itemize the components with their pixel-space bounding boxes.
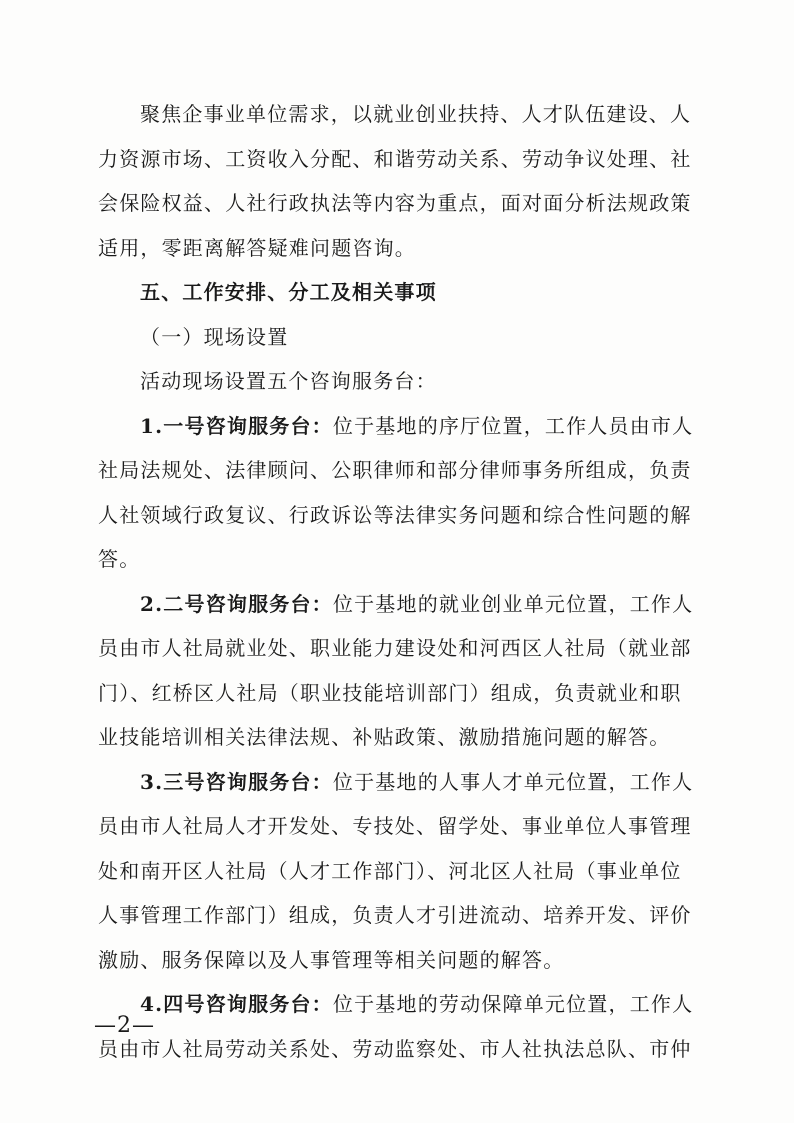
desk-3-text: 位于基地的人事人才单元位置，工作人 bbox=[332, 769, 694, 794]
paragraph-line: 适用，零距离解答疑难问题咨询。 bbox=[98, 235, 416, 260]
paragraph-line: 聚焦企事业单位需求，以就业创业扶持、人才队伍建设、人 bbox=[140, 102, 692, 126]
paragraph-line: 社局法规处、法律顾问、公职律师和部分律师事务所组成，负责 bbox=[98, 458, 692, 482]
desk-4-title: 4.四号咨询服务台： bbox=[140, 992, 333, 1016]
paragraph-line: 力资源市场、工资收入分配、和谐劳动关系、劳动争议处理、社 bbox=[98, 146, 692, 171]
paragraph-line: 员由市人社局就业处、职业能力建设处和河西区人社局（就业部 bbox=[98, 636, 692, 660]
paragraph-line: 人事管理工作部门）组成，负责人才引进流动、培养开发、评价 bbox=[98, 903, 692, 927]
desk-3-line bbox=[98, 760, 698, 805]
paragraph-line: 人社领域行政复议、行政诉讼等法律实务问题和综合性问题的解 bbox=[98, 502, 692, 527]
paragraph-line: 门）、红桥区人社局（职业技能培训部门）组成，负责就业和职 bbox=[98, 680, 682, 705]
paragraph-line: 业技能培训相关法律法规、补贴政策、激励措施问题的解答。 bbox=[98, 725, 671, 749]
paragraph-line: 会保险权益、人社行政执法等内容为重点，面对面分析法规政策 bbox=[98, 191, 692, 215]
desk-1-text: 位于基地的序厅位置，工作人员由市人 bbox=[332, 413, 694, 438]
document-body bbox=[98, 92, 698, 1071]
subsection-heading: （一）现场设置 bbox=[140, 324, 289, 349]
desk-3-title: 3.三号咨询服务台： bbox=[140, 769, 333, 794]
desk-2-text: 位于基地的就业创业单元位置，工作人 bbox=[332, 591, 694, 616]
paragraph-line: 活动现场设置五个咨询服务台： bbox=[140, 369, 437, 393]
paragraph-line: 答。 bbox=[98, 547, 141, 571]
desk-1-line bbox=[98, 404, 698, 449]
section-heading: 五、工作安排、分工及相关事项 bbox=[140, 280, 437, 304]
desk-4-text: 位于基地的劳动保障单元位置，工作人 bbox=[332, 992, 694, 1016]
desk-2-title: 2.二号咨询服务台： bbox=[140, 591, 333, 616]
paragraph-line: 员由市人社局人才开发处、专技处、留学处、事业单位人事管理 bbox=[98, 814, 692, 838]
paragraph-line: 处和南开区人社局（人才工作部门）、河北区人社局（事业单位 bbox=[98, 858, 682, 883]
page-number: —2— bbox=[94, 1013, 155, 1038]
desk-1-title: 1.一号咨询服务台： bbox=[140, 413, 333, 438]
paragraph-line: 员由市人社局劳动关系处、劳动监察处、市人社执法总队、市仲 bbox=[98, 1036, 692, 1061]
desk-4-line bbox=[98, 982, 698, 1027]
paragraph-line: 激励、服务保障以及人事管理等相关问题的解答。 bbox=[98, 947, 565, 972]
desk-2-line bbox=[98, 582, 698, 627]
